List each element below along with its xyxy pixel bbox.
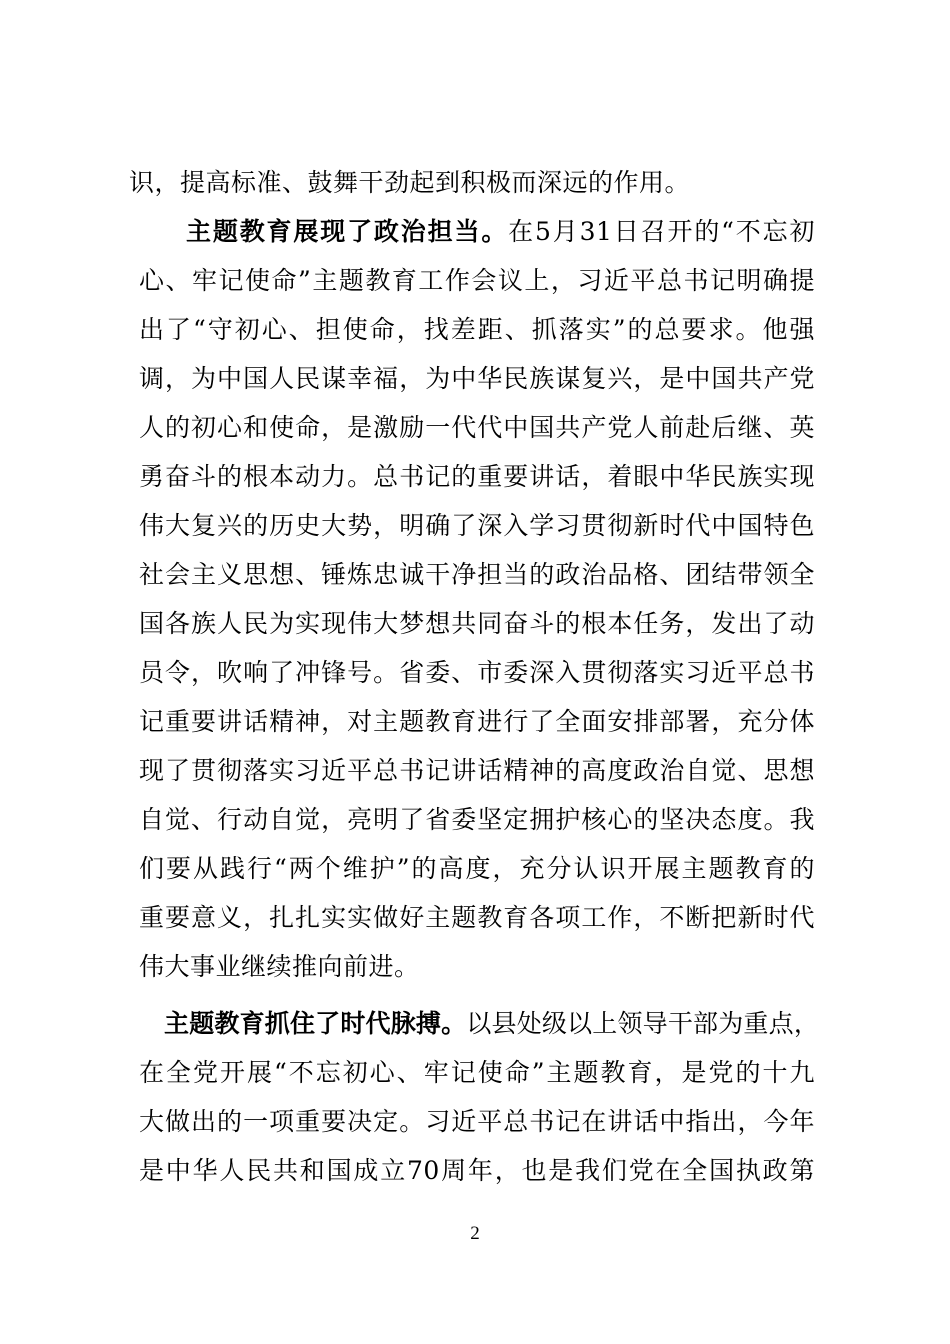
line-text: 心、牢记使命”主题教育工作会议上，习近平总书记明确提 (139, 266, 815, 295)
line-text: 记重要讲话精神，对主题教育进行了全面安排部署，充分体 (139, 707, 815, 736)
body-line (139, 555, 815, 595)
page-number: 2 (470, 1223, 480, 1244)
body-line (139, 408, 815, 448)
body-line (139, 457, 815, 497)
body-line (139, 800, 815, 840)
body-line (139, 1102, 815, 1142)
body-line (139, 702, 815, 742)
body-line (139, 898, 815, 938)
paragraph-start-line (164, 1004, 819, 1044)
body-line (139, 1151, 815, 1191)
body-line (139, 947, 815, 987)
line-text: 伟大事业继续推向前进。 (139, 952, 420, 981)
bold-lead-sentence: 主题教育展现了政治担当。 (186, 217, 509, 246)
line-text: 伟大复兴的历史大势，明确了深入学习贯彻新时代中国特色 (139, 511, 815, 540)
line-text: 们要从践行“两个维护”的高度，充分认识开展主题教育的 (139, 854, 815, 883)
line-text: 识，提高标准、鼓舞干劲起到积极而深远的作用。 (129, 168, 691, 197)
line-text: 国各族人民为实现伟大梦想共同奋斗的根本任务，发出了动 (139, 609, 815, 638)
body-line (139, 849, 815, 889)
line-text: 调，为中国人民谋幸福，为中华民族谋复兴，是中国共产党 (139, 364, 815, 393)
body-line (139, 604, 815, 644)
line-text: 是中华人民共和国成立70周年，也是我们党在全国执政第 (139, 1156, 815, 1185)
body-line (139, 653, 815, 693)
line-text: 在全党开展“不忘初心、牢记使命”主题教育，是党的十九 (139, 1058, 815, 1087)
body-line (139, 261, 815, 301)
line-text: 勇奋斗的根本动力。总书记的重要讲话，着眼中华民族实现 (139, 462, 815, 491)
line-text: 重要意义，扎扎实实做好主题教育各项工作，不断把新时代 (139, 903, 815, 932)
body-line (139, 1053, 815, 1093)
body-line (139, 751, 815, 791)
line-text: 现了贯彻落实习近平总书记讲话精神的高度政治自觉、思想 (139, 756, 815, 785)
bold-lead-sentence: 主题教育抓住了时代脉搏。 (164, 1009, 467, 1038)
line-text: 人的初心和使命，是激励一代代中国共产党人前赴后继、英 (139, 413, 815, 442)
line-text: 出了“守初心、担使命，找差距、抓落实”的总要求。他强 (139, 315, 815, 344)
line-text: 在5月31日召开的“不忘初 (508, 217, 815, 246)
line-text: 自觉、行动自觉，亮明了省委坚定拥护核心的坚决态度。我 (139, 805, 815, 834)
body-line (129, 163, 805, 203)
line-text: 社会主义思想、锤炼忠诚干净担当的政治品格、团结带领全 (139, 560, 815, 589)
body-line (139, 310, 815, 350)
body-line (139, 506, 815, 546)
line-text: 大做出的一项重要决定。习近平总书记在讲话中指出，今年 (139, 1107, 815, 1136)
line-text: 以县处级以上领导干部为重点， (466, 1009, 820, 1038)
body-line (139, 359, 815, 399)
line-text: 员令，吹响了冲锋号。省委、市委深入贯彻落实习近平总书 (139, 658, 815, 687)
paragraph-start-line (186, 212, 815, 252)
